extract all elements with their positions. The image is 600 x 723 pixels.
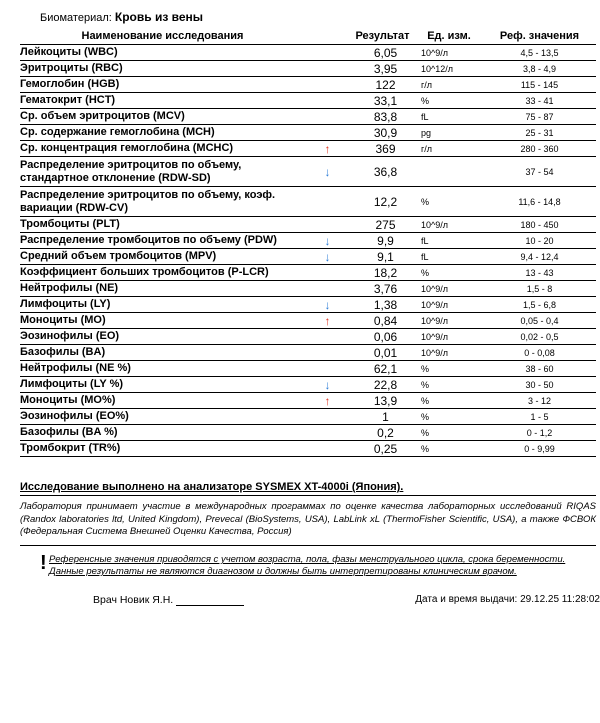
biomaterial-value: Кровь из вены	[114, 10, 204, 24]
table-row	[20, 425, 596, 441]
table-row	[20, 297, 596, 313]
deviation-flag-icon	[305, 361, 350, 377]
test-name: Нейтрофилы (NE %)	[20, 361, 305, 377]
unit: %	[415, 393, 483, 409]
deviation-flag-icon: ↓	[305, 297, 350, 313]
table-row	[20, 393, 596, 409]
test-name: Эозинофилы (EO)	[20, 329, 305, 345]
deviation-flag-icon: ↓	[305, 157, 350, 187]
reference-note: Референсные значения приводятся с учетом возраста, пола, фазы менструального цикла, срока беременности.	[49, 554, 566, 565]
deviation-flag-icon	[305, 425, 350, 441]
reference-range: 115 - 145	[483, 77, 596, 93]
result-value: 0,25	[350, 441, 415, 457]
table-row	[20, 441, 596, 457]
result-value: 122	[350, 77, 415, 93]
unit: 10^9/л	[415, 313, 483, 329]
test-name: Лейкоциты (WBC)	[20, 45, 305, 61]
table-row	[20, 109, 596, 125]
test-name: Тромбокрит (TR%)	[20, 441, 305, 457]
deviation-flag-icon	[305, 109, 350, 125]
deviation-flag-icon	[305, 281, 350, 297]
reference-range: 33 - 41	[483, 93, 596, 109]
result-value: 369	[350, 141, 415, 157]
test-name: Гематокрит (HCT)	[20, 93, 305, 109]
unit: pg	[415, 125, 483, 141]
test-name: Лимфоциты (LY)	[20, 297, 305, 313]
test-name: Ср. объем эритроцитов (MCV)	[20, 109, 305, 125]
result-value: 0,06	[350, 329, 415, 345]
reference-range: 180 - 450	[483, 217, 596, 233]
deviation-flag-icon	[305, 61, 350, 77]
result-value: 9,9	[350, 233, 415, 249]
table-row	[20, 125, 596, 141]
unit: 10^9/л	[415, 329, 483, 345]
result-value: 30,9	[350, 125, 415, 141]
test-name: Моноциты (MO)	[20, 313, 305, 329]
reference-range: 9,4 - 12,4	[483, 249, 596, 265]
reference-range: 0,02 - 0,5	[483, 329, 596, 345]
reference-range: 25 - 31	[483, 125, 596, 141]
unit: fL	[415, 249, 483, 265]
result-value: 0,84	[350, 313, 415, 329]
unit: %	[415, 187, 483, 217]
test-name: Лимфоциты (LY %)	[20, 377, 305, 393]
test-name: Средний объем тромбоцитов (MPV)	[20, 249, 305, 265]
deviation-flag-icon	[305, 45, 350, 61]
reference-range: 280 - 360	[483, 141, 596, 157]
analyzer-note: Исследование выполнено на анализаторе SYSMEX XT-4000i (Япония).	[20, 481, 404, 493]
diagnosis-note: Данные результаты не являются диагнозом и должны быть интерпретированы клиническим врачом.	[49, 566, 517, 577]
reference-range: 3,8 - 4,9	[483, 61, 596, 77]
test-name: Распределение эритроцитов по объему, стандартное отклонение (RDW-SD)	[20, 157, 305, 187]
header-name: Наименование исследования	[20, 28, 305, 45]
unit: 10^9/л	[415, 45, 483, 61]
deviation-flag-icon: ↑	[305, 313, 350, 329]
test-name: Ср. концентрация гемоглобина (MCHC)	[20, 141, 305, 157]
result-value: 3,95	[350, 61, 415, 77]
test-name: Тромбоциты (PLT)	[20, 217, 305, 233]
deviation-flag-icon: ↓	[305, 233, 350, 249]
reference-range: 0 - 0,08	[483, 345, 596, 361]
deviation-flag-icon: ↑	[305, 141, 350, 157]
result-value: 275	[350, 217, 415, 233]
doctor-signature	[93, 594, 244, 606]
unit: %	[415, 265, 483, 281]
unit: %	[415, 409, 483, 425]
table-row	[20, 313, 596, 329]
deviation-flag-icon	[305, 217, 350, 233]
header-ref: Реф. значения	[483, 28, 596, 45]
deviation-flag-icon	[305, 441, 350, 457]
table-row	[20, 77, 596, 93]
test-name: Базофилы (BA)	[20, 345, 305, 361]
table-row	[20, 249, 596, 265]
unit: 10^9/л	[415, 217, 483, 233]
table-row	[20, 187, 596, 217]
result-value: 18,2	[350, 265, 415, 281]
warning-exclamation-icon: !	[40, 552, 47, 574]
test-name: Ср. содержание гемоглобина (MCH)	[20, 125, 305, 141]
reference-range: 0,05 - 0,4	[483, 313, 596, 329]
table-row	[20, 233, 596, 249]
test-name: Моноциты (MO%)	[20, 393, 305, 409]
test-name: Нейтрофилы (NE)	[20, 281, 305, 297]
result-value: 9,1	[350, 249, 415, 265]
unit: 10^9/л	[415, 281, 483, 297]
deviation-flag-icon	[305, 125, 350, 141]
result-value: 12,2	[350, 187, 415, 217]
result-value: 6,05	[350, 45, 415, 61]
test-name: Базофилы (BA %)	[20, 425, 305, 441]
result-value: 1,38	[350, 297, 415, 313]
reference-range: 37 - 54	[483, 157, 596, 187]
unit: %	[415, 441, 483, 457]
reference-range: 4,5 - 13,5	[483, 45, 596, 61]
issue-datetime: Дата и время выдачи: 29.12.25 11:28:02	[415, 594, 600, 605]
test-name: Распределение эритроцитов по объему, коэф. вариации (RDW-CV)	[20, 187, 305, 217]
table-row	[20, 281, 596, 297]
result-value: 0,01	[350, 345, 415, 361]
reference-range: 1 - 5	[483, 409, 596, 425]
table-row	[20, 361, 596, 377]
unit: г/л	[415, 77, 483, 93]
table-row	[20, 217, 596, 233]
result-value: 36,8	[350, 157, 415, 187]
deviation-flag-icon	[305, 93, 350, 109]
unit: %	[415, 361, 483, 377]
result-value: 22,8	[350, 377, 415, 393]
reference-range: 3 - 12	[483, 393, 596, 409]
table-row	[20, 157, 596, 187]
table-header-row	[20, 28, 596, 45]
result-value: 83,8	[350, 109, 415, 125]
result-value: 0,2	[350, 425, 415, 441]
unit: fL	[415, 109, 483, 125]
table-row	[20, 265, 596, 281]
deviation-flag-icon	[305, 345, 350, 361]
reference-range: 1,5 - 8	[483, 281, 596, 297]
deviation-flag-icon: ↓	[305, 377, 350, 393]
unit: %	[415, 93, 483, 109]
unit: fL	[415, 233, 483, 249]
deviation-flag-icon	[305, 409, 350, 425]
unit: %	[415, 377, 483, 393]
unit: 10^9/л	[415, 345, 483, 361]
signature-line	[176, 595, 244, 606]
result-value: 33,1	[350, 93, 415, 109]
table-row	[20, 377, 596, 393]
test-name: Эритроциты (RBC)	[20, 61, 305, 77]
biomaterial	[40, 10, 203, 24]
test-name: Распределение тромбоцитов по объему (PDW)	[20, 233, 305, 249]
deviation-flag-icon	[305, 187, 350, 217]
reference-range: 30 - 50	[483, 377, 596, 393]
table-row	[20, 141, 596, 157]
table-row	[20, 93, 596, 109]
result-value: 62,1	[350, 361, 415, 377]
lab-quality-note: Лаборатория принимает участие в международных программах по оценке качества лабораторных исследований RIQAS (Randox laboratories ltd, United Kingdom), Prevecal (BioSystems, USA), LabLink xL (ThermoFisher Scientific, USA), а также ФСВОК (Федеральная Система Внешней Оценки Качества, Россия)	[20, 501, 596, 537]
header-unit: Ед. изм.	[415, 28, 483, 45]
header-result: Результат	[350, 28, 415, 45]
test-name: Коэффициент больших тромбоцитов (P-LCR)	[20, 265, 305, 281]
reference-range: 13 - 43	[483, 265, 596, 281]
reference-range: 38 - 60	[483, 361, 596, 377]
result-value: 3,76	[350, 281, 415, 297]
reference-range: 1,5 - 6,8	[483, 297, 596, 313]
deviation-flag-icon: ↓	[305, 249, 350, 265]
unit: %	[415, 425, 483, 441]
unit	[415, 157, 483, 187]
doctor-name: Врач Новик Я.Н.	[93, 594, 174, 606]
reference-range: 10 - 20	[483, 233, 596, 249]
result-value: 13,9	[350, 393, 415, 409]
reference-range: 0 - 9,99	[483, 441, 596, 457]
results-table	[20, 28, 596, 457]
table-row	[20, 329, 596, 345]
reference-range: 11,6 - 14,8	[483, 187, 596, 217]
unit: 10^12/л	[415, 61, 483, 77]
deviation-flag-icon	[305, 77, 350, 93]
biomaterial-label: Биоматериал:	[40, 12, 112, 24]
table-row	[20, 45, 596, 61]
divider	[20, 545, 596, 546]
test-name: Эозинофилы (EO%)	[20, 409, 305, 425]
divider	[20, 495, 596, 496]
test-name: Гемоглобин (HGB)	[20, 77, 305, 93]
deviation-flag-icon	[305, 265, 350, 281]
table-row	[20, 345, 596, 361]
deviation-flag-icon: ↑	[305, 393, 350, 409]
unit: 10^9/л	[415, 297, 483, 313]
table-row	[20, 409, 596, 425]
reference-range: 75 - 87	[483, 109, 596, 125]
unit: г/л	[415, 141, 483, 157]
result-value: 1	[350, 409, 415, 425]
deviation-flag-icon	[305, 329, 350, 345]
table-row	[20, 61, 596, 77]
reference-range: 0 - 1,2	[483, 425, 596, 441]
